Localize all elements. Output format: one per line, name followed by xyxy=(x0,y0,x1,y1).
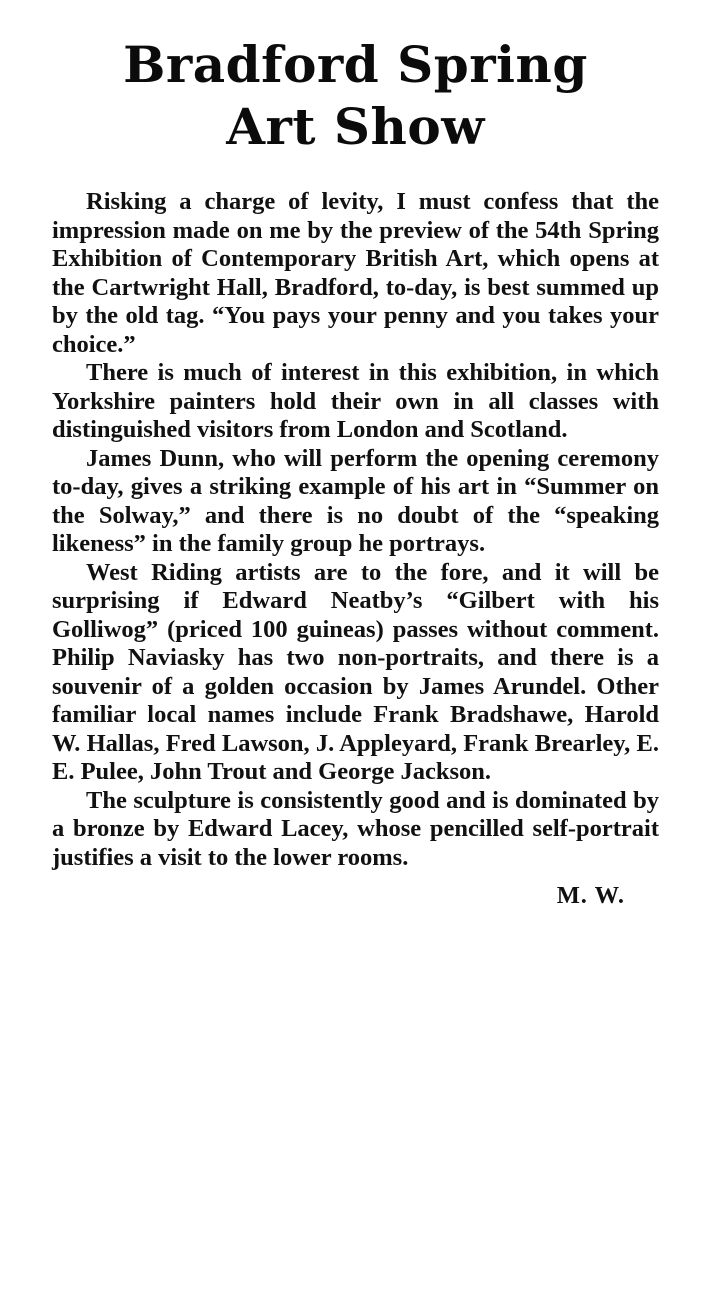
article-body xyxy=(52,188,659,872)
headline-line-1: Bradford Spring xyxy=(123,35,588,94)
paragraph-1: Risking a charge of levity, I must confess that the impression made on me by the preview of the 54th Spring Exhibition of Contemporary British Art, which opens at the Cartwright Hall, Bradford, to-day, is best summed up by the old tag. “You pays your penny and you takes your choice.” xyxy=(52,188,659,358)
paragraph-3: James Dunn, who will perform the opening ceremony to-day, gives a striking example of his art in “Summer on the Solway,” and there is no doubt of the “speaking likeness” in the family group he portrays. xyxy=(52,444,659,557)
paragraph-2: There is much of interest in this exhibition, in which Yorkshire painters hold their own in all classes with distinguished visitors from London and Scotland. xyxy=(52,359,659,443)
author-signature: M. W. xyxy=(556,882,625,909)
paragraph-4: West Riding artists are to the fore, and it will be surprising if Edward Neatby’s “Gilbert with his Golliwog” (priced 100 guineas) passes without comment. Philip Naviasky has two non-portraits, and there is a souvenir of a golden occasion by James Arundel. Other familiar local names include Frank Bradshawe, Harold W. Hallas, Fred Lawson, J. Appleyard, Frank Brearley, E. E. Pulee, John Trout and George Jackson. xyxy=(52,558,659,785)
paragraph-5: The sculpture is consistently good and is dominated by a bronze by Edward Lacey, whose pencilled self-portrait justifies a visit to the lower rooms. xyxy=(52,786,659,871)
headline-line-2: Art Show xyxy=(226,97,485,156)
article-headline xyxy=(52,34,659,158)
